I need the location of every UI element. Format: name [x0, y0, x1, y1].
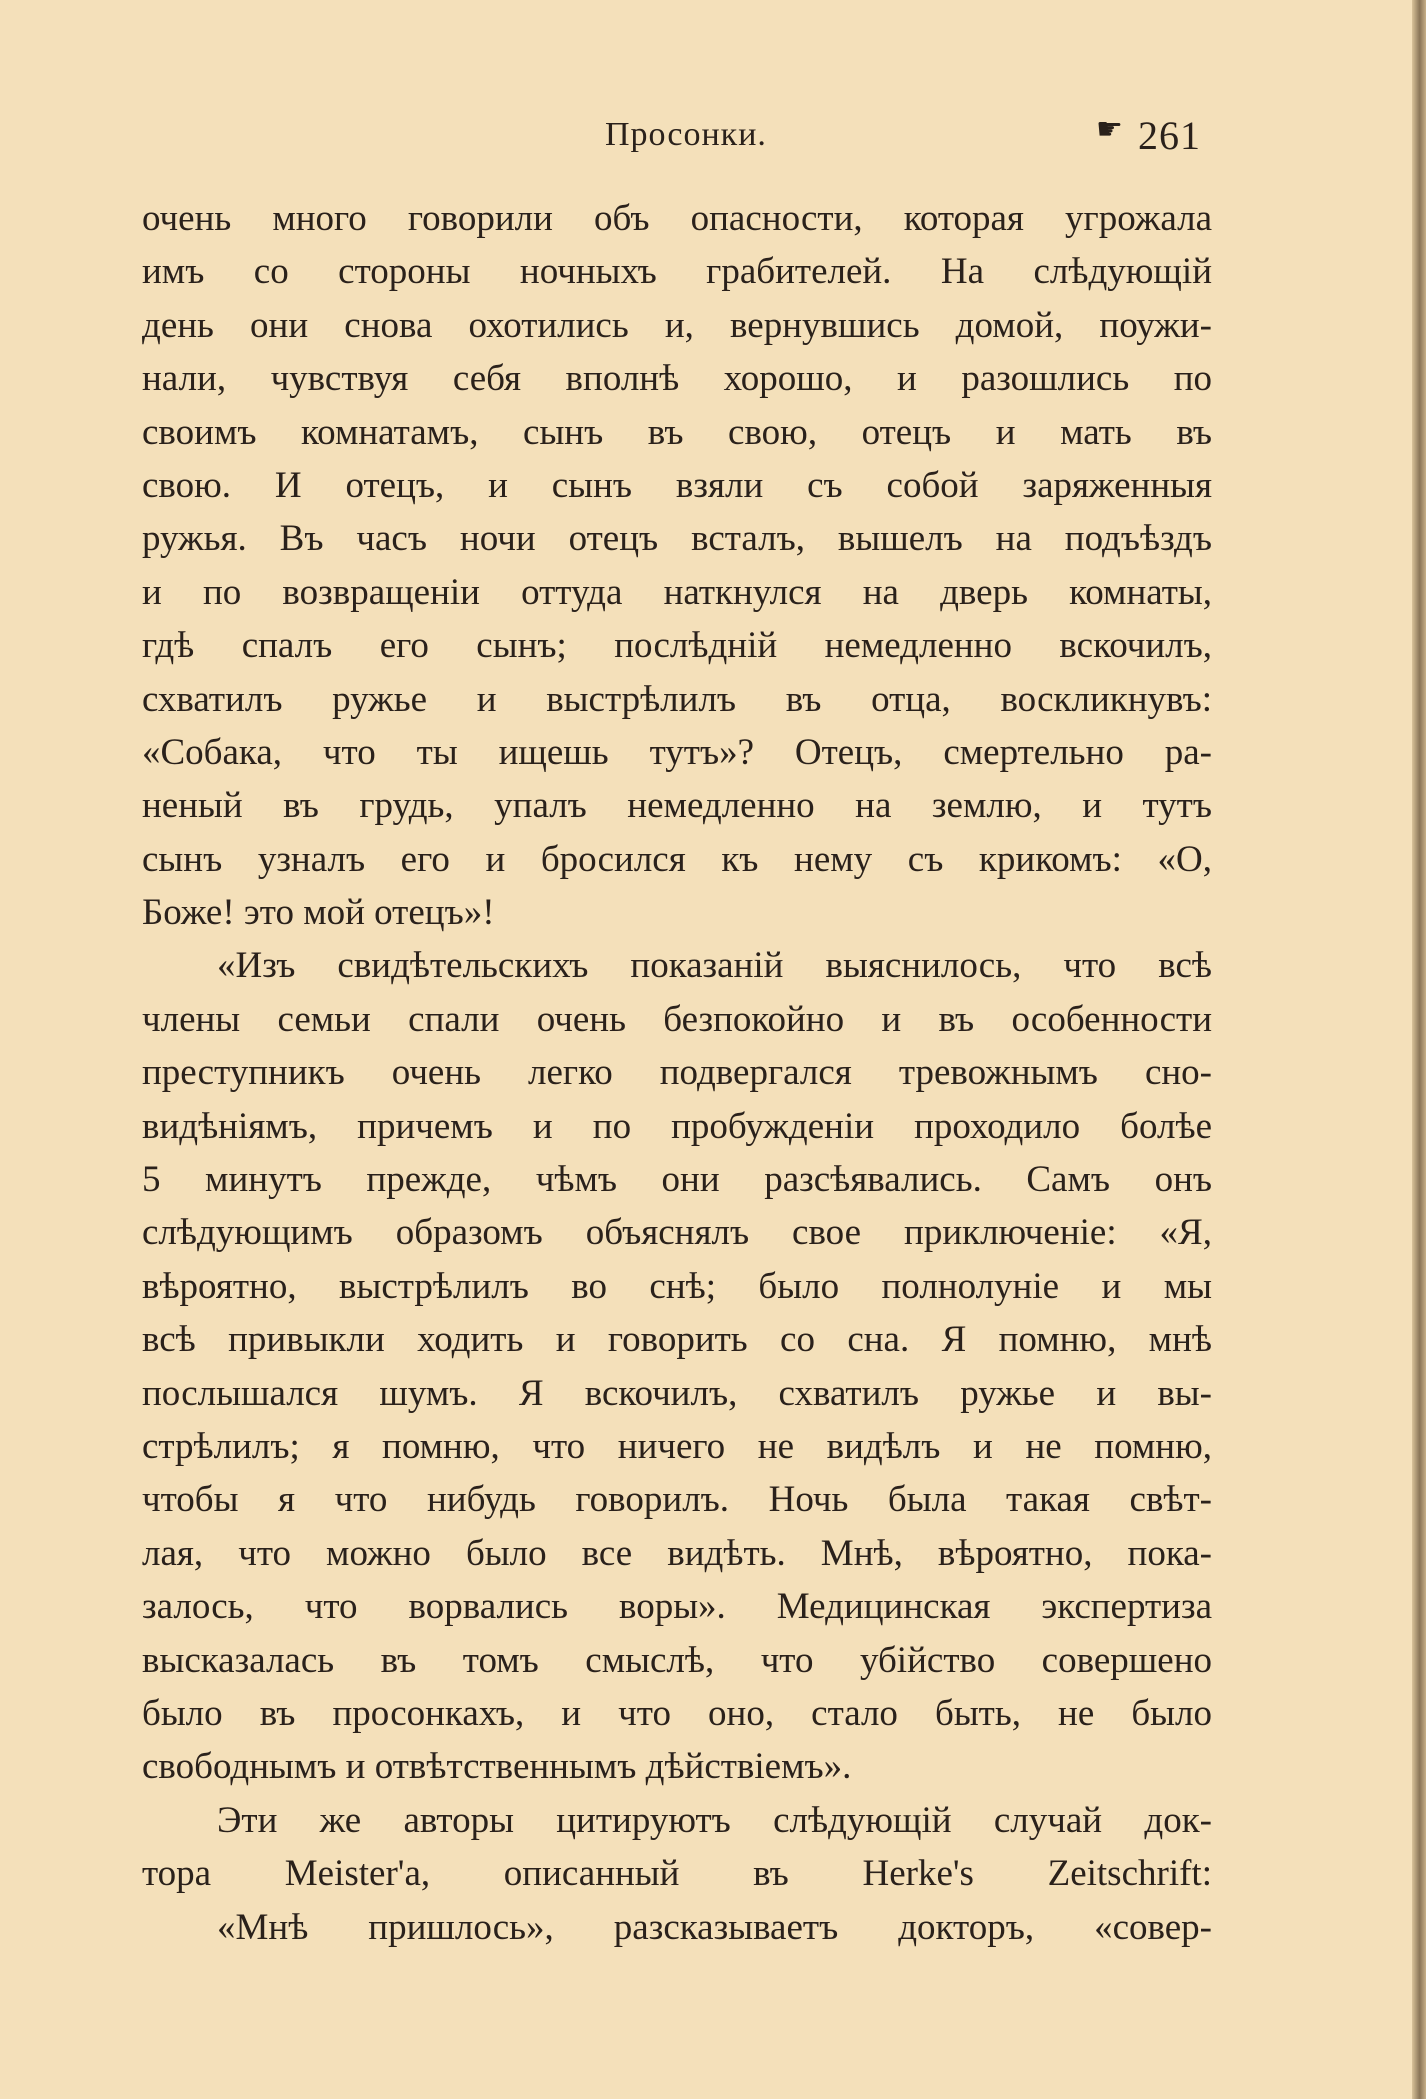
text-line: всѣ привыкли ходить и говорить со сна. Я помню, мнѣ	[142, 1319, 1212, 1361]
text-line: послышался шумъ. Я вскочилъ, схватилъ ружье и вы-	[142, 1372, 1212, 1414]
text-line: день они снова охотились и, вернувшись домой, поужи-	[142, 304, 1212, 346]
text-line: свободнымъ и отвѣтственнымъ дѣйствіемъ».	[142, 1746, 852, 1788]
text-line: тора Meister'а, описанный въ Herke's Zeitschrift:	[142, 1853, 1212, 1895]
text-line: высказалась въ томъ смыслѣ, что убійство совершено	[142, 1639, 1212, 1681]
running-title: Просонки.	[605, 116, 767, 153]
text-line: было въ просонкахъ, и что оно, стало быть, не было	[142, 1692, 1212, 1734]
text-line: преступникъ очень легко подвергался тревожнымъ сно-	[142, 1052, 1212, 1094]
text-line: вѣроятно, выстрѣлилъ во снѣ; было полнолуніе и мы	[142, 1265, 1212, 1307]
pointing-hand-icon: ☛	[1096, 113, 1123, 146]
text-line: «Изъ свидѣтельскихъ показаній выяснилось, что всѣ	[217, 945, 1212, 987]
text-line: слѣдующимъ образомъ объяснялъ свое приключеніе: «Я,	[142, 1212, 1212, 1254]
text-line: гдѣ спалъ его сынъ; послѣдній немедленно вскочилъ,	[142, 625, 1212, 667]
text-line: Боже! это мой отецъ»!	[142, 892, 495, 934]
text-line: своимъ комнатамъ, сынъ въ свою, отецъ и мать въ	[142, 411, 1212, 453]
text-line: стрѣлилъ; я помню, что ничего не видѣлъ и не помню,	[142, 1425, 1212, 1467]
text-line: «Мнѣ пришлось», разсказываетъ докторъ, «совер-	[217, 1906, 1212, 1948]
text-line: и по возвращеніи оттуда наткнулся на дверь комнаты,	[142, 571, 1212, 613]
text-line: свою. И отецъ, и сынъ взяли съ собой заряженныя	[142, 464, 1212, 506]
text-line: видѣніямъ, причемъ и по пробужденіи проходило болѣе	[142, 1105, 1212, 1147]
text-line: имъ со стороны ночныхъ грабителей. На слѣдующій	[142, 251, 1212, 293]
text-line: члены семьи спали очень безпокойно и въ особенности	[142, 998, 1212, 1040]
page-number: 261	[1138, 113, 1201, 158]
text-line: залось, что ворвались воры». Медицинская экспертиза	[142, 1586, 1212, 1628]
text-line: очень много говорили объ опасности, которая угрожала	[142, 198, 1212, 239]
text-line: сынъ узналъ его и бросился къ нему съ крикомъ: «О,	[142, 838, 1212, 880]
text-line: «Собака, что ты ищешь тутъ»? Отецъ, смертельно ра-	[142, 731, 1212, 773]
text-line: Эти же авторы цитируютъ слѣдующій случай док-	[217, 1799, 1212, 1841]
text-line: неный въ грудь, упалъ немедленно на землю, и тутъ	[142, 785, 1212, 827]
page-edge	[1412, 0, 1426, 2099]
text-line: 5 минутъ прежде, чѣмъ они разсѣявались. Самъ онъ	[142, 1159, 1212, 1201]
text-line: нали, чувствуя себя вполнѣ хорошо, и разошлись по	[142, 358, 1212, 400]
running-header	[0, 112, 1426, 162]
text-line: лая, что можно было все видѣть. Мнѣ, вѣроятно, пока-	[142, 1532, 1212, 1574]
text-line: чтобы я что нибудь говорилъ. Ночь была такая свѣт-	[142, 1479, 1212, 1521]
text-line: ружья. Въ часъ ночи отецъ всталъ, вышелъ на подъѣздъ	[142, 518, 1212, 560]
text-line: схватилъ ружье и выстрѣлилъ въ отца, воскликнувъ:	[142, 678, 1212, 720]
body-text	[142, 192, 1212, 1954]
